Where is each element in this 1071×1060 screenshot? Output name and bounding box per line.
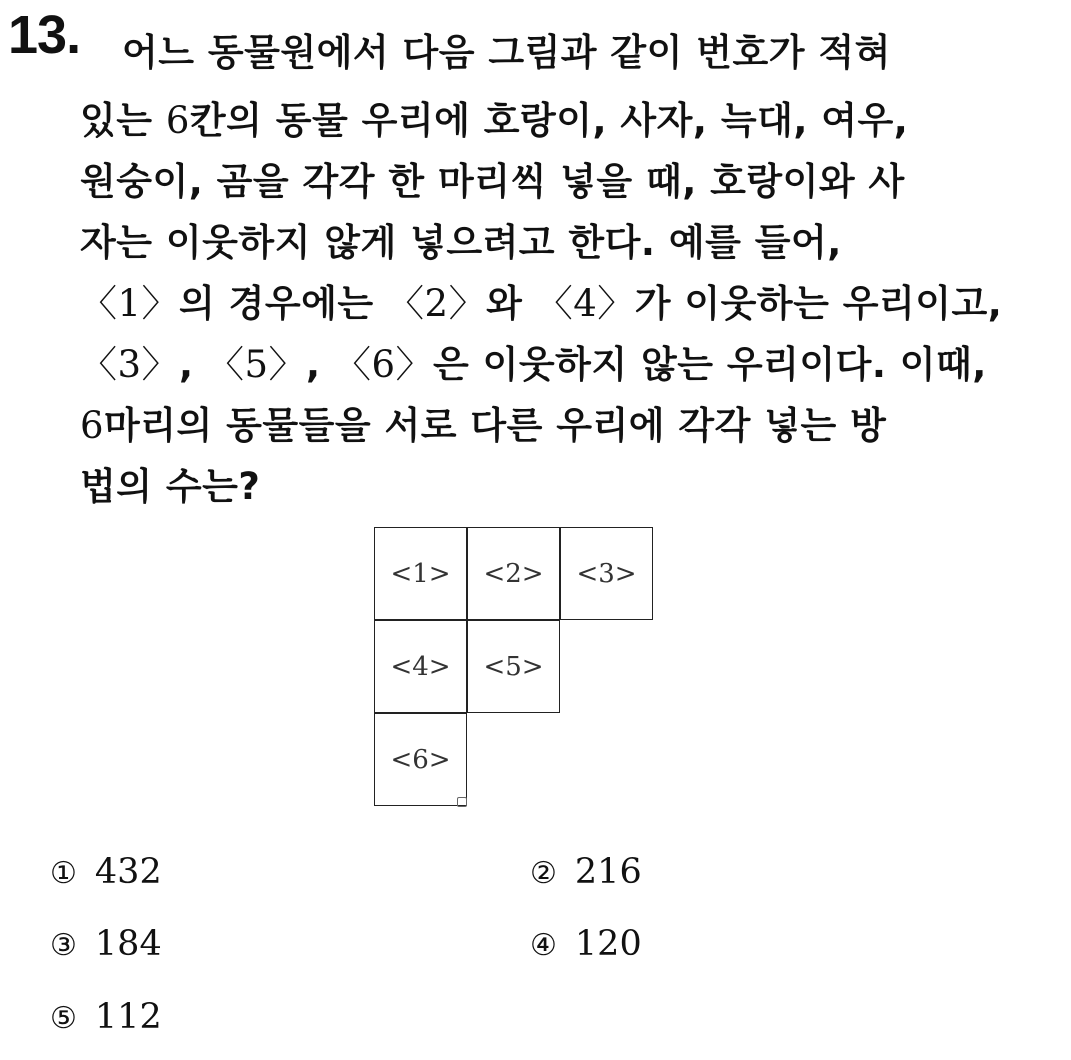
question-line <box>80 90 908 144</box>
choice-mark: ② <box>530 856 557 891</box>
question-text-segment: , <box>306 343 334 386</box>
question-text-segment: 〈5〉 <box>206 343 307 386</box>
corner-mark-icon <box>457 797 467 807</box>
choice-mark: ① <box>50 856 77 891</box>
choice-mark: ⑤ <box>50 1001 77 1036</box>
question-text-segment: 원숭이, 곰을 각각 한 마리씩 넣을 때, 호랑이와 사 <box>80 160 905 203</box>
question-text-segment: 〈4〉 <box>535 282 635 325</box>
question-text-segment: 6 <box>165 99 190 142</box>
choice-value: 112 <box>94 997 162 1037</box>
question-line <box>122 22 891 76</box>
question-text-segment: 〈1〉 <box>80 282 180 325</box>
question-number: 13. <box>8 5 81 65</box>
question-text-segment: , <box>179 343 207 386</box>
question-text-segment: 은 이웃하지 않는 우리이다. 이때, <box>433 343 987 386</box>
cage-cell-4: <4> <box>374 620 467 713</box>
question-text-segment: 칸의 동물 우리에 호랑이, 사자, 늑대, 여우, <box>189 99 909 142</box>
question-line <box>80 212 842 266</box>
question-text-segment: 있는 <box>80 99 166 142</box>
choice-value: 216 <box>574 852 642 892</box>
question-text-segment: 6 <box>80 404 105 447</box>
question-text-segment: 〈2〉 <box>387 282 487 325</box>
cage-cell-5: <5> <box>467 620 560 713</box>
question-text-segment: 법의 수는? <box>80 465 261 508</box>
question-text-segment: 와 <box>486 282 536 325</box>
question-line <box>80 395 886 449</box>
choice-3[interactable] <box>50 924 162 964</box>
cage-cell-2: <2> <box>467 527 560 620</box>
question-line <box>80 273 1002 327</box>
cage-cell-6: <6> <box>374 713 467 806</box>
question-text-segment: 〈6〉 <box>333 343 434 386</box>
choice-value: 120 <box>574 924 642 964</box>
question-text-segment: 마리의 동물들을 서로 다른 우리에 각각 넣는 방 <box>104 404 887 447</box>
question-text-segment: 어느 동물원에서 다음 그림과 같이 번호가 적혀 <box>122 31 891 74</box>
question-text-segment: 〈3〉 <box>80 343 180 386</box>
cage-diagram <box>374 527 656 809</box>
question-text-segment: 의 경우에는 <box>179 282 388 325</box>
cage-cell-1: <1> <box>374 527 467 620</box>
choice-5[interactable] <box>50 997 162 1037</box>
question-line <box>80 151 905 205</box>
cage-cell-3: <3> <box>560 527 653 620</box>
choice-value: 432 <box>94 852 162 892</box>
question-text-segment: 자는 이웃하지 않게 넣으려고 한다. 예를 들어, <box>80 221 842 264</box>
question-line <box>80 456 260 510</box>
choice-1[interactable] <box>50 852 162 892</box>
choice-mark: ④ <box>530 928 557 963</box>
question-line <box>80 334 987 388</box>
question-text-segment: 가 이웃하는 우리이고, <box>634 282 1003 325</box>
choice-value: 184 <box>94 924 162 964</box>
choice-2[interactable] <box>530 852 642 892</box>
choice-4[interactable] <box>530 924 642 964</box>
choice-mark: ③ <box>50 928 77 963</box>
